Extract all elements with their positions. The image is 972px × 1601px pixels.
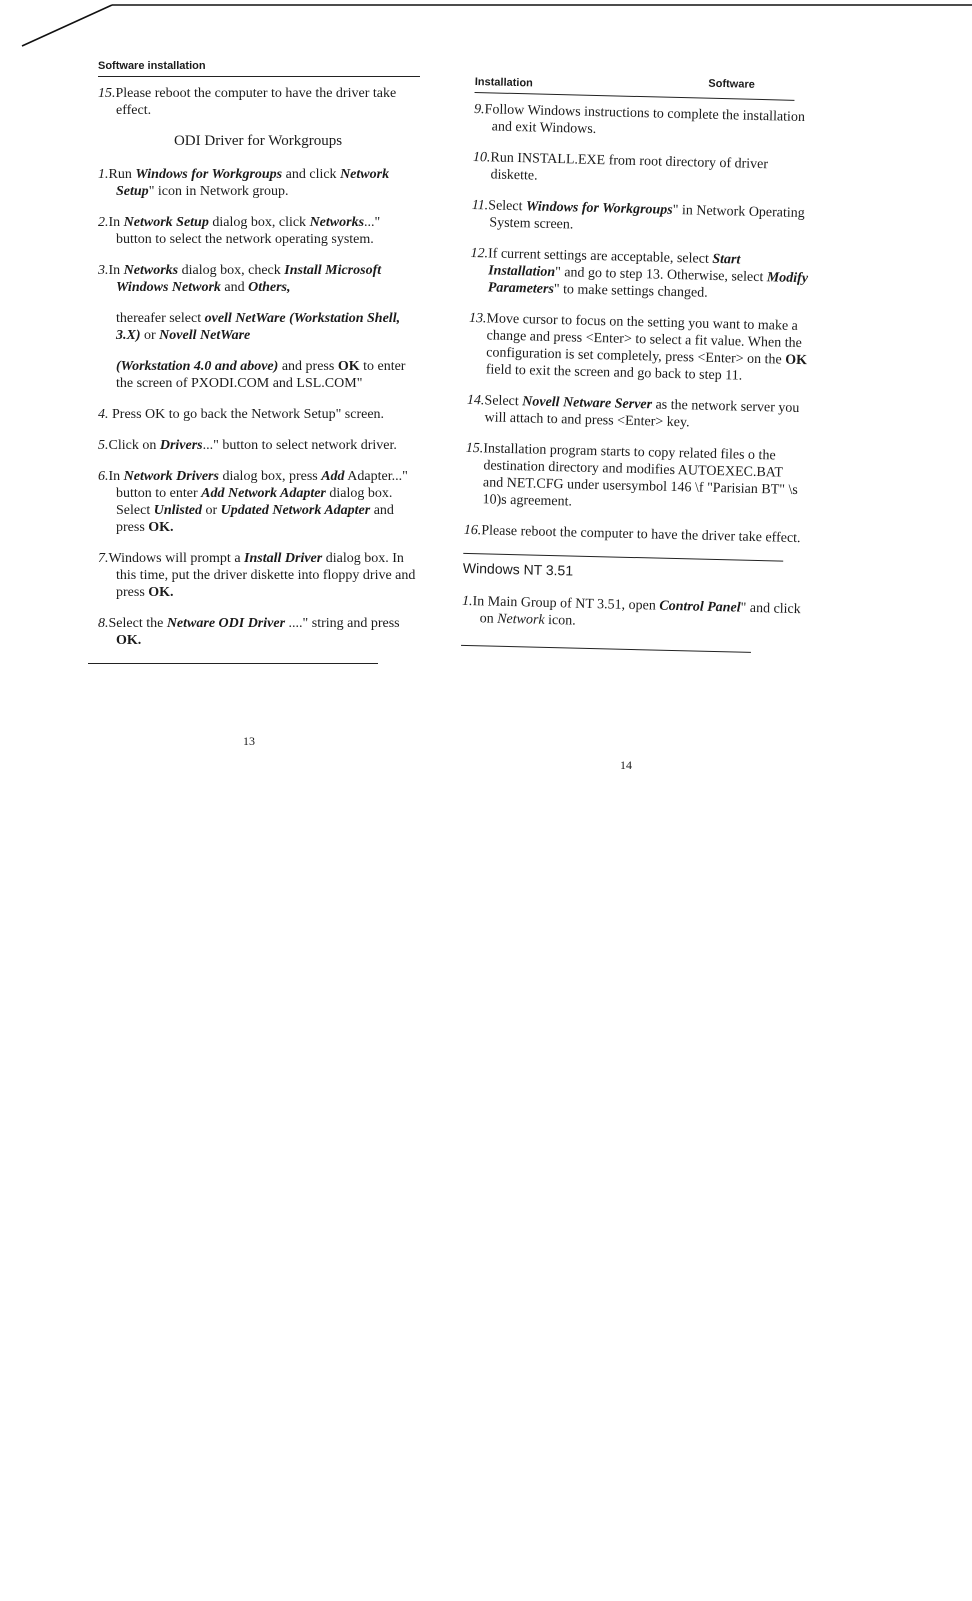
step-4: 4. Press OK to go back the Network Setup" screen. bbox=[98, 407, 385, 422]
section-title-nt: Windows NT 3.51 bbox=[462, 559, 574, 579]
step-3: 3.In Networks dialog box, check Install Microsoft Windows Network and Others, bbox=[98, 263, 382, 295]
header-label: Software installation bbox=[98, 60, 206, 72]
section-title: ODI Driver for Workgroups bbox=[173, 133, 343, 149]
step-13: 13.Move cursor to focus on the setting you want to make a change and press <Enter> to select a fit value. When the configuration is set completely, press <Enter> on the OK field to exit the screen and go back to step 11. bbox=[468, 310, 808, 384]
footer-rule bbox=[88, 663, 378, 664]
step-8: 8.Select the Netware ODI Driver ...." string and press OK. bbox=[98, 616, 400, 648]
nt-step-1: 1.In Main Group of NT 3.51, open Control Panel" and click on Network icon. bbox=[461, 593, 801, 629]
header-label-left: Installation bbox=[474, 75, 533, 90]
step-9: 9.Follow Windows instructions to complete the installation and exit Windows. bbox=[473, 101, 806, 137]
step-16: 16.Please reboot the computer to have the driver take effect. bbox=[463, 522, 801, 547]
step-2: 2.In Network Setup dialog box, click Networks..." button to select the network operating system. bbox=[98, 215, 381, 247]
step-15: 15.Please reboot the computer to have the driver take effect. bbox=[98, 86, 397, 118]
page-number-right: 14 bbox=[620, 758, 632, 772]
step-3-continued-2: (Workstation 4.0 and above) and press OK to enter the screen of PXODI.COM and LSL.COM" bbox=[116, 359, 406, 391]
page-header bbox=[98, 58, 418, 76]
step-1: 1.Run Windows for Workgroups and click Network Setup" icon in Network group. bbox=[98, 167, 390, 199]
step-12: 12.If current settings are acceptable, select Start Installation" and go to step 13. Otherwise, select Modify Parameters" to make settings changed. bbox=[470, 245, 809, 301]
footer-rule-right bbox=[461, 645, 751, 653]
left-page bbox=[98, 58, 418, 674]
step-6: 6.In Network Drivers dialog box, press Add Adapter..." button to enter Add Network Adapter dialog box. Select Unlisted or Updated Network Adapter and press OK. bbox=[98, 469, 408, 535]
step-3-continued: thereafer select ovell NetWare (Workstation Shell, 3.X) or Novell NetWare bbox=[116, 311, 401, 343]
step-7: 7.Windows will prompt a Install Driver dialog box. In this time, put the driver diskette into floppy drive and press OK. bbox=[98, 551, 416, 600]
step-10: 10.Run INSTALL.EXE from root directory of driver diskette. bbox=[472, 149, 769, 184]
step-15-right: 15.Installation program starts to copy related files o the destination directory and modifies AUTOEXEC.BAT and NET.CFG under usersymbol 146 \f "Parisian BT" \s 10)s agreement. bbox=[465, 440, 798, 510]
step-11: 11.Select Windows for Workgroups" in Network Operating System screen. bbox=[471, 197, 805, 233]
step-14: 14.Select Novell Netware Server as the network server you will attach to and press <Enter> key. bbox=[466, 392, 800, 431]
header-label-right: Software bbox=[708, 77, 755, 91]
right-page bbox=[461, 74, 815, 664]
page-number-left: 13 bbox=[243, 734, 255, 748]
header-rule bbox=[98, 76, 420, 77]
step-5: 5.Click on Drivers..." button to select network driver. bbox=[98, 438, 397, 453]
